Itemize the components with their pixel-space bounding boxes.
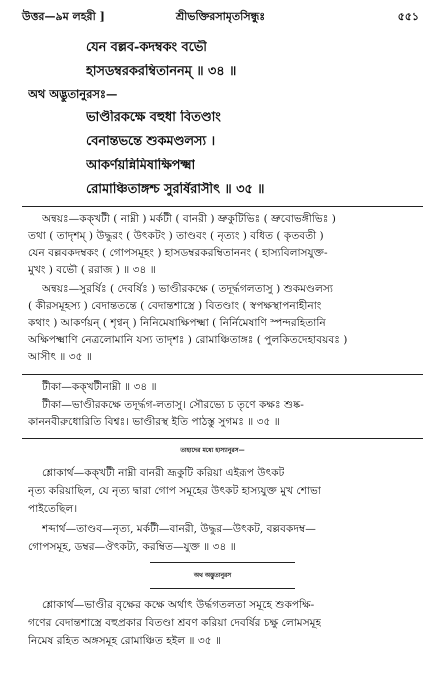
header-left: উত্তর—৯ম লহরী ] (22, 10, 105, 23)
shabdartha-line: গোপসমূহ, ডম্বর—ঔৎকট্য, করম্বিত—যুক্ত ॥ ৩৪ ॥ (28, 541, 236, 553)
divider-short (150, 562, 295, 563)
anvaya-35-line: অক্ষিপক্ষ্মাণি নেত্রলোমানি যস্য তাদৃশঃ ) রোমাঞ্চিতাঙ্গঃ ( পুলকিতদেহাবয়বঃ ) (28, 334, 348, 346)
shlokartha-34-line: পাইতেছিল। (28, 503, 78, 515)
divider-short (150, 588, 295, 589)
verse-34-line-1: যেন বল্লব-কদম্বকং বভৌ (86, 40, 207, 55)
shlokartha-35-line: নিমেষ রহিত অঙ্গসমূহ রোমাঞ্চিত হইল ॥ ৩৫ ॥ (28, 635, 222, 647)
adbhuta-intro: অথ অদ্ভুতানুরসঃ— (28, 87, 118, 101)
tika-34: টীকা—কক্খটীনাম্নী ॥ ৩৪ ॥ (42, 381, 157, 393)
shabdartha-line: শব্দার্থ—তাণ্ডব—নৃত্য, মর্কটী—বানরী, উদ্ধুর—উৎকট, বল্লবকদম্ব— (42, 523, 316, 535)
anvaya-35-line: ( কীরসমূহস্য ) বেদান্ততন্তে ( বেদান্তশাস্ত্রে ) বিতণ্ডাং ( স্বপক্ষস্থাপনাহীনাং (28, 300, 322, 312)
anvaya-34-line: অন্বয়ঃ—কক্খটী ( নাম্নী ) মর্কটী ( বানরী ) ভ্রুকুটিভিঃ ( ভ্রুবোভঙ্গীভিঃ ) (42, 213, 336, 225)
verse-35-line-2: বেনান্তভন্তে শুকমণ্ডলস্য । (86, 134, 216, 149)
verse-35-line-3: আকর্ণয়ন্নিমিষাক্ষিপক্ষ্মা (86, 158, 196, 173)
verse-35-line-1: ভাণ্ডীরকক্ষে বহুধা বিতণ্ডাং (86, 110, 221, 125)
divider (22, 374, 423, 375)
verse-35-line-4: রোমাঞ্চিতাঙ্গশ্চ সুরর্ষিরাসীৎ ॥ ৩৫ ॥ (86, 182, 265, 197)
anvaya-35-line: কথাং ) আকর্ণয়ন্ ( শৃণ্বন্ ) নিনিমেষাক্ষিপক্ষ্মা ( নির্নিমেষাণি স্পন্দরহিতানি (28, 317, 326, 329)
shlokartha-34-line: শ্লোকার্থ—কক্খটী নাম্নী বানরী ভ্রূকুটি করিয়া এইরূপ উৎকট (42, 467, 285, 479)
shlokartha-35-line: শ্লোকার্থ—ভাণ্ডীর বৃক্ষের কক্ষে অর্থাৎ উর্দ্ধগতলতা সমূহে শুকপক্ষি- (42, 599, 315, 611)
verse-34-line-2: হাসডম্বরকরম্বিতাননম্ ॥ ৩৪ ॥ (86, 64, 237, 79)
shlokartha-34-line: নৃত্য করিয়াছিল, যে নৃত্য দ্বারা গোপ সমূহের উৎকট হাস্যযুক্ত মুখ শোভা (28, 485, 322, 497)
page-header (22, 8, 419, 26)
anvaya-34-line: তথা ( তাদৃশম্ ) উদ্ধুরং ( উৎকটং ) তাণ্ডবং ( নৃত্যং ) বধিত ( কৃতবতী ) (28, 230, 324, 242)
anvaya-34-line: যেন বল্লবকদম্বকং ( গোপসমূহং ) হাসডম্বরকরম্বিতাননং ( হাস্যবিলাসযুক্ত- (28, 247, 328, 259)
anvaya-35-line: আসীৎ ॥ ৩৫ ॥ (28, 351, 92, 363)
page-number: ৫৫১ (397, 10, 419, 23)
section-heading: তাহাদের মধ্যে হাস্যানুরস— (180, 447, 245, 454)
shlokartha-35-line: গণের বেদান্তশাস্ত্রে বহুপ্রকার বিতণ্ডা শ্রবণ করিয়া দেবর্ষির চক্ষু লোমসমূহ (28, 617, 322, 629)
adbhuta-heading: অথ অদ্ভুতানুরস (193, 572, 232, 579)
divider (22, 438, 423, 439)
anvaya-35-line: অন্বয়ঃ—সুরর্ষিঃ ( দেবর্ষিঃ ) ভাণ্ডীরকক্ষে ( তদূর্দ্ধগলতাসু ) শুকমণ্ডলস্য (42, 283, 333, 295)
anvaya-34-line: মুখং ) বভৌ ( ররাজ ) ॥ ৩৪ ॥ (28, 264, 156, 276)
header-title: শ্রীভক্তিরসামৃতসিন্ধুঃ (175, 10, 266, 23)
divider (22, 206, 423, 207)
tika-35-line: কাননবীরুধোরিতি বিশ্বঃ। ভাণ্ডীরস্থ ইতি পাঠস্তু সুগমঃ ॥ ৩৫ ॥ (28, 416, 280, 428)
tika-35-line: টীকা—ভাণ্ডীরকক্ষে তদূর্দ্ধগ-লতাসু। সৌরভ্যে চ তৃণে কক্ষঃ শুষ্ক- (42, 399, 304, 411)
